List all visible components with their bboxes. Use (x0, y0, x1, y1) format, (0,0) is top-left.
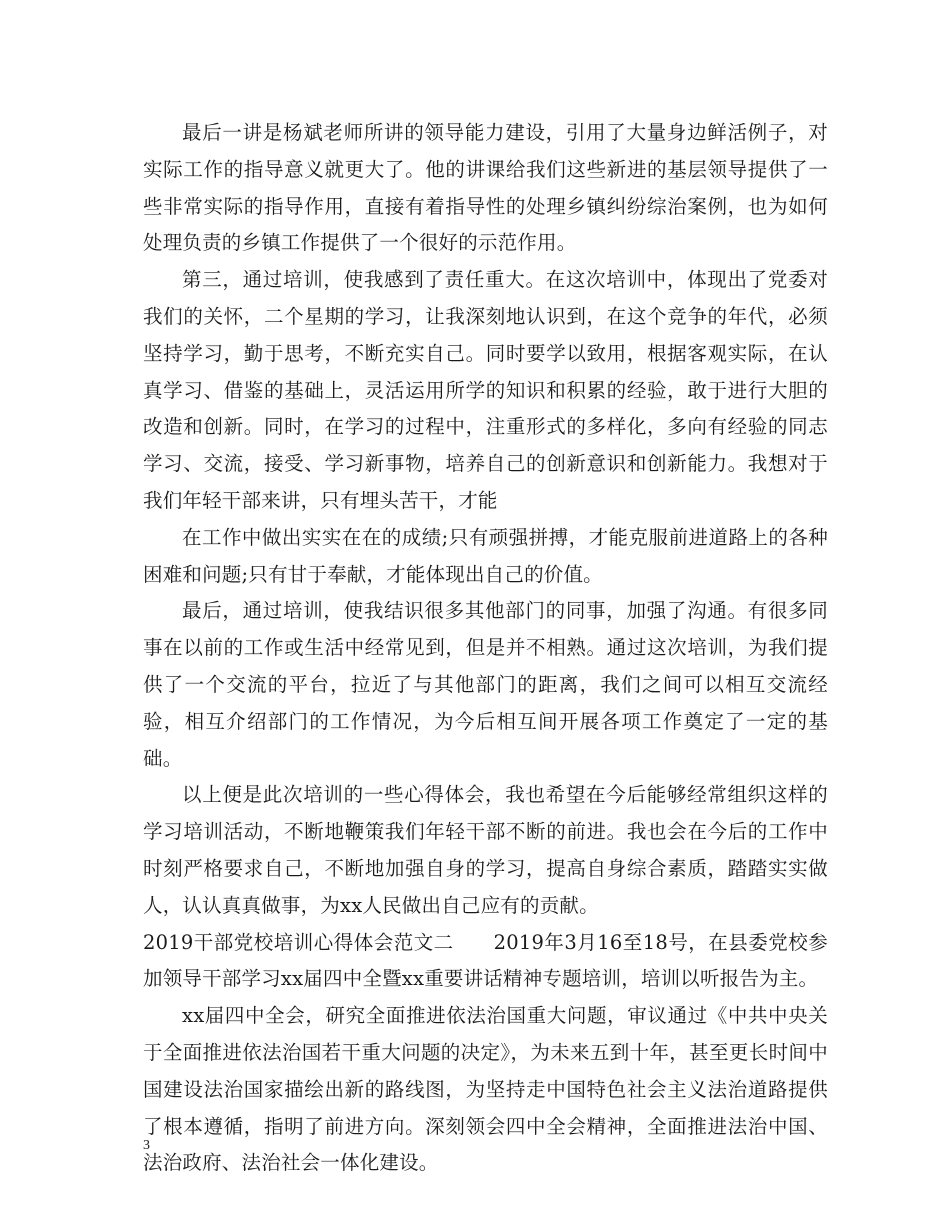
page-number: 3 (143, 1138, 150, 1153)
paragraph-conclusion: 以上便是此次培训的一些心得体会，我也希望在今后能够经常组织这样的学习培训活动，不断地鞭策我们年轻干部不断的前进。我也会在今后的工作中时刻严格要求自己，不断地加强自身的学习，提高自身综合素质，踏踏实实做人，认认真真做事，为xx人民做出自己应有的贡献。 (143, 783, 828, 917)
paragraph-fourth-plenum: xx届四中全会，研究全面推进依法治国重大问题，审议通过《中共中央关于全面推进依法治国若干重大问题的决定》，为未来五到十年，甚至更长时间中国建设法治国家描绘出新的路线图，为坚持走中国特色社会主义法治道路提供了根本遵循，指明了前进方向。深刻领会四中全会精神，全面推进法治中国、法治政府、法治社会一体化建设。 (143, 1004, 828, 1175)
paragraph-leadership-lecture: 最后一讲是杨斌老师所讲的领导能力建设，引用了大量身边鲜活例子，对实际工作的指导意义就更大了。他的讲课给我们这些新进的基层领导提供了一些非常实际的指导作用，直接有着指导性的处理乡镇纠纷综治案例，也为如何处理负责的乡镇工作提供了一个很好的示范作用。 (143, 121, 828, 255)
paragraph-third-responsibility: 第三，通过培训，使我感到了责任重大。在这次培训中，体现出了党委对我们的关怀，二个星期的学习，让我深刻地认识到，在这个竞争的年代，必须坚持学习，勤于思考，不断充实自己。同时要学以致用，根据客观实际，在认真学习、借鉴的基础上，灵活运用所学的知识和积累的经验，敢于进行大胆的改造和创新。同时，在学习的过程中，注重形式的多样化，多向有经验的同志学习、交流，接受、学习新事物，培养自己的创新意识和创新能力。我想对于我们年轻干部来讲，只有埋头苦干，才能 (143, 268, 828, 512)
paragraph-finally-colleagues: 最后，通过培训，使我结识很多其他部门的同事，加强了沟通。有很多同事在以前的工作或生活中经常见到，但是并不相熟。通过这次培训，为我们提供了一个交流的平台，拉近了与其他部门的距离，我们之间可以相互交流经验，相互介绍部门的工作情况，为今后相互间开展各项工作奠定了一定的基础。 (143, 599, 828, 770)
document-body (143, 115, 828, 1182)
paragraph-second-essay-heading: 2019干部党校培训心得体会范文二 2019年3月16至18号，在县委党校参加领导干部学习xx届四中全暨xx重要讲话精神专题培训，培训以听报告为主。 (143, 930, 828, 991)
paragraph-achievements: 在工作中做出实实在在的成绩;只有顽强拼搏，才能克服前进道路上的各种困难和问题;只有甘于奉献，才能体现出自己的价值。 (143, 525, 828, 586)
